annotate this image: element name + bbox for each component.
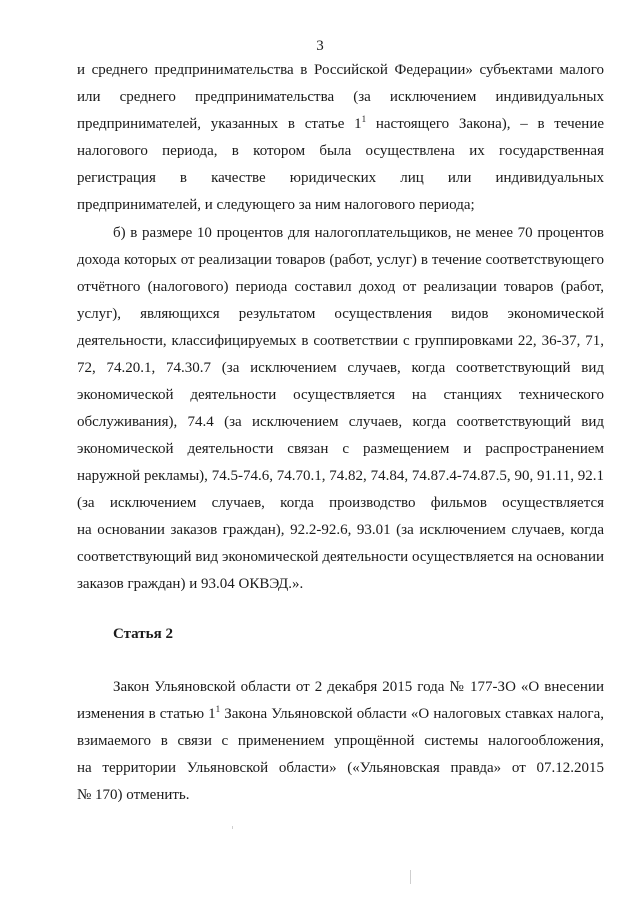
paragraph-a-line-2: или среднего предпринимательства (за исключением индивидуальных (77, 89, 604, 105)
paragraph-b-line-12: на основании заказов граждан), 92.2-92.6, 93.01 (за исключением случаев, когда (77, 522, 604, 538)
scan-speck (410, 870, 411, 884)
paragraph-b-line-13: соответствующий вид экономической деятельности осуществляется на основании (77, 549, 604, 565)
scan-speck (232, 826, 233, 829)
paragraph-a-line-4: налогового периода, в котором была осуществлена их государственная (77, 143, 604, 159)
article-2-line-2-rest: Закона Ульяновской области «О налоговых ставках налога, (220, 706, 604, 722)
paragraph-b-line-6: 72, 74.20.1, 74.30.7 (за исключением случаев, когда соответствующий вид (77, 360, 604, 376)
article-heading: Статья 2 (113, 626, 173, 642)
paragraph-a-line-5: регистрация в качестве юридических лиц или индивидуальных (77, 170, 604, 186)
line-3-start: предпринимателей, указанных в статье 1 (77, 116, 362, 132)
paragraph-a-line-3 (77, 115, 604, 133)
superscript: 1 (361, 114, 367, 124)
paragraph-b-line-14: заказов граждан) и 93.04 ОКВЭД.». (77, 576, 304, 592)
article-2-line-3: взимаемого в связи с применением упрощённой системы налогообложения, (77, 733, 604, 749)
superscript: 1 (215, 704, 221, 714)
paragraph-b-line-11: (за исключением случаев, когда производство фильмов осуществляется (77, 495, 604, 511)
paragraph-b-line-7: экономической деятельности осуществляется на станциях технического (77, 387, 604, 403)
paragraph-b-line-3: отчётного (налогового) периода составил доход от реализации товаров (работ, (77, 279, 604, 295)
article-2-line-4: на территории Ульяновской области» («Ульяновская правда» от 07.12.2015 (77, 760, 604, 776)
article-2-line-2-start: изменения в статью 1 (77, 706, 216, 722)
article-2-line-1: Закон Ульяновской области от 2 декабря 2015 года № 177-ЗО «О внесении (113, 679, 604, 695)
paragraph-a-line-1: и среднего предпринимательства в Российской Федерации» субъектами малого (77, 62, 604, 78)
page-number: 3 (316, 38, 324, 54)
paragraph-b-line-10: наружной рекламы), 74.5-74.6, 74.70.1, 74.82, 74.84, 74.87.4-74.87.5, 90, 91.11, 92.1 (77, 468, 604, 484)
paragraph-b-line-9: экономической деятельности связан с размещением и распространением (77, 441, 604, 457)
article-2-line-5: № 170) отменить. (77, 787, 190, 803)
paragraph-b-line-1: б) в размере 10 процентов для налогоплательщиков, не менее 70 процентов (113, 225, 604, 241)
paragraph-b-line-2: дохода которых от реализации товаров (работ, услуг) в течение соответствующего (77, 252, 604, 268)
article-2-line-2 (77, 705, 604, 723)
line-3-rest: настоящего Закона), – в течение (366, 116, 604, 132)
paragraph-b-line-5: деятельности, классифицируемых в соответствии с группировками 22, 36-37, 71, (77, 333, 604, 349)
paragraph-b-line-4: услуг), являющихся результатом осуществления видов экономической (77, 306, 604, 322)
paragraph-a-line-6: предпринимателей, и следующего за ним налогового периода; (77, 197, 475, 213)
paragraph-b-line-8: обслуживания), 74.4 (за исключением случаев, когда соответствующий вид (77, 414, 604, 430)
